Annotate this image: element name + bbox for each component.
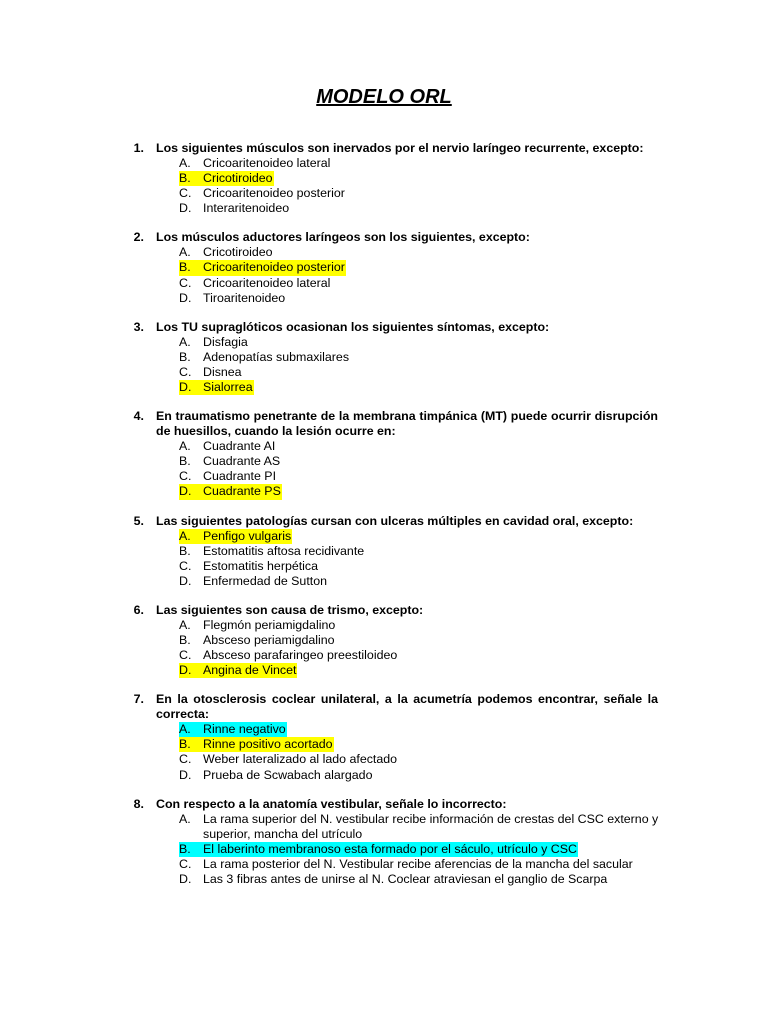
option-text: Penfigo vulgaris [203,528,292,543]
option-list [179,245,768,305]
question-text: Con respecto a la anatomía vestibular, señale lo incorrecto: [156,796,507,811]
option-text: Flegmón periamigdalino [203,617,336,632]
option-text: Cuadrante AI [203,439,276,454]
option-label: A. [179,528,191,543]
option-text: El laberinto membranoso esta formado por el sáculo, utrículo y CSC [203,841,577,856]
answer-option [179,648,768,663]
option-text: Cuadrante PI [203,469,277,484]
option-list [179,439,768,499]
question-header [0,797,768,812]
option-body [179,350,350,365]
answer-option [179,201,768,216]
answer-option [179,574,768,589]
answer-option [179,439,768,454]
question-number: 8. [133,796,144,811]
option-body [179,768,373,783]
highlighted-answer [179,722,287,737]
question-2 [0,230,768,305]
question-number: 4. [133,409,144,424]
question-header [0,603,768,618]
option-label: B. [179,349,191,364]
answer-option [179,335,768,350]
question-5 [0,514,768,589]
question-header [0,320,768,335]
highlighted-answer [179,663,297,678]
highlighted-answer [179,529,292,544]
option-text: Tiroaritenoideo [203,290,286,305]
option-label: B. [179,737,191,752]
answer-option [179,469,768,484]
question-text: Los músculos aductores laríngeos son los siguientes, excepto: [156,230,530,245]
answer-option [179,812,664,842]
option-text: Estomatitis herpética [203,558,319,573]
option-label: D. [179,872,192,886]
question-text: Las siguientes son causa de trismo, excepto: [156,602,424,617]
highlighted-answer [179,171,274,186]
option-body [179,872,608,887]
option-body [179,544,365,559]
option-list [179,529,768,589]
option-text: Rinne negativo [203,722,286,737]
option-body [179,439,276,454]
option-body [179,365,243,380]
option-text: Interaritenoideo [203,201,290,216]
option-body [179,633,336,648]
option-label: C. [179,752,192,767]
option-list [179,722,768,782]
question-number: 7. [133,692,144,707]
option-text: Cricotiroideo [203,171,273,186]
highlighted-answer [179,260,346,275]
option-label: A. [179,245,191,260]
answer-option [179,365,768,380]
answer-option [179,260,768,275]
option-body [179,454,281,469]
option-label: A. [179,334,191,349]
answer-option [179,857,768,872]
highlighted-answer [179,737,334,752]
option-list [179,335,768,395]
answer-option [179,559,768,574]
option-text: Cricoaritenoideo lateral [203,275,331,290]
answer-option [179,768,768,783]
answer-option [179,752,768,767]
answer-option [179,380,768,395]
option-label: B. [179,171,191,186]
answer-option [179,722,768,737]
option-text: Estomatitis aftosa recidivante [203,543,365,558]
option-label: B. [179,260,191,275]
option-text: Cricoaritenoideo posterior [203,186,345,201]
question-text: Los TU supraglóticos ocasionan los siguientes síntomas, excepto: [156,319,550,334]
option-body [179,574,328,589]
question-6 [0,603,768,678]
answer-option [179,276,768,291]
option-label: D. [179,573,192,588]
question-4 [0,409,768,499]
option-body [179,156,331,171]
option-label: C. [179,856,192,871]
option-text: Disnea [203,364,242,379]
question-number: 5. [133,513,144,528]
option-label: C. [179,558,192,573]
option-label: D. [179,484,192,499]
answer-option [179,156,768,171]
question-3 [0,320,768,395]
option-label: A. [179,811,191,826]
option-body [179,559,319,574]
option-body [179,648,398,663]
option-text: Absceso parafaringeo preestiloideo [203,648,398,663]
option-text: Cuadrante PS [203,484,281,499]
option-body [179,335,249,350]
option-label: B. [179,632,191,647]
question-header [0,409,768,439]
option-text: Cricoaritenoideo lateral [203,156,331,170]
option-label: D. [179,663,192,678]
option-label: B. [179,543,191,558]
option-text: Sialorrea [203,380,253,395]
option-label: A. [179,722,191,737]
option-label: B. [179,841,191,856]
answer-option [179,842,768,857]
option-label: A. [179,439,191,454]
answer-option [179,245,768,260]
option-text: Cricoaritenoideo posterior [203,260,345,275]
document-title: MODELO ORL [316,86,452,108]
option-list [179,156,768,216]
option-text: Prueba de Scwabach alargado [203,767,373,782]
answer-option [179,663,768,678]
option-body [179,618,336,633]
option-body [179,276,331,291]
option-label: B. [179,454,191,469]
option-text: Angina de Vincet [203,663,297,678]
option-text: Absceso periamigdalino [203,632,335,647]
question-list [0,141,768,901]
option-text: Adenopatías submaxilares [203,349,350,364]
option-label: C. [179,648,192,663]
highlighted-answer [179,484,282,499]
answer-option [179,872,768,887]
option-body [179,186,346,201]
option-label: D. [179,380,192,395]
answer-option [179,484,768,499]
option-list [179,618,768,678]
option-body [179,245,274,260]
option-label: A. [179,617,191,632]
option-body [179,752,398,767]
option-body [179,201,290,216]
option-text: Cuadrante AS [203,454,281,469]
option-label: D. [179,290,192,305]
option-label: D. [179,767,192,782]
question-header [0,692,768,722]
option-label: C. [179,275,192,290]
option-text: Enfermedad de Sutton [203,573,327,588]
question-8 [0,797,768,887]
question-number: 1. [133,141,144,155]
option-label: C. [179,469,192,484]
highlighted-answer [179,842,578,857]
question-1 [0,141,768,216]
option-body [179,857,634,872]
option-body [179,812,664,842]
option-label: C. [179,186,192,201]
option-text: La rama superior del N. vestibular recibe información de crestas del CSC externo y superior, mancha del utrículo [203,811,659,841]
question-header [0,230,768,245]
highlighted-answer [179,380,254,395]
answer-option [179,186,768,201]
option-list [179,812,768,887]
option-label: C. [179,364,192,379]
question-text: Los siguientes músculos son inervados por el nervio laríngeo recurrente, excepto: [156,141,644,155]
question-7 [0,692,768,782]
answer-option [179,544,768,559]
option-body [179,469,277,484]
answer-option [179,171,768,186]
question-number: 2. [133,230,144,245]
answer-option [179,291,768,306]
answer-option [179,737,768,752]
option-text: Las 3 fibras antes de unirse al N. Coclear atraviesan el ganglio de Scarpa [203,872,608,886]
answer-option [179,529,768,544]
answer-option [179,350,768,365]
option-text: Cricotiroideo [203,245,273,260]
question-header [0,141,768,156]
question-text: Las siguientes patologías cursan con ulceras múltiples en cavidad oral, excepto: [156,513,634,528]
answer-option [179,454,768,469]
option-label: A. [179,156,191,170]
question-text: En traumatismo penetrante de la membrana timpánica (MT) puede ocurrir disrupción de huesillos, cuando la lesión ocurre en: [156,409,658,439]
question-header [0,514,768,529]
option-label: D. [179,201,192,216]
question-number: 6. [133,602,144,617]
question-text: En la otosclerosis coclear unilateral, a la acumetría podemos encontrar, señale la correcta: [156,692,658,722]
option-text: Weber lateralizado al lado afectado [203,752,398,767]
option-text: Disfagia [203,334,248,349]
option-body [179,291,286,306]
option-text: La rama posterior del N. Vestibular recibe aferencias de la mancha del sacular [203,856,633,871]
answer-option [179,633,768,648]
option-text: Rinne positivo acortado [203,737,333,752]
answer-option [179,618,768,633]
question-number: 3. [133,319,144,334]
